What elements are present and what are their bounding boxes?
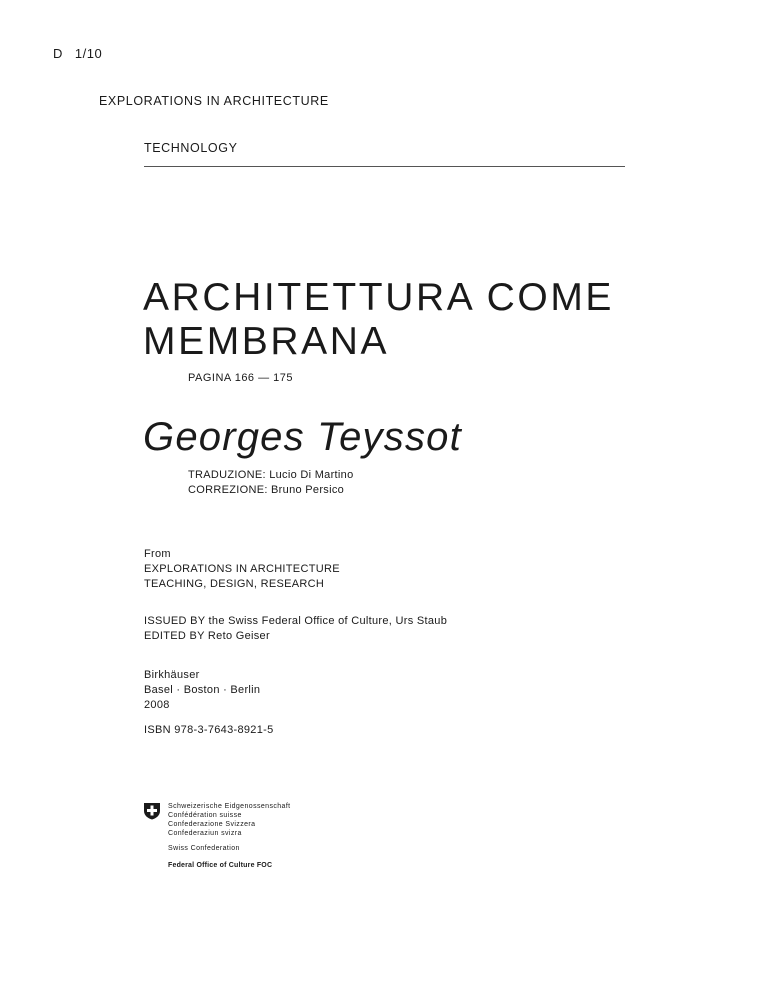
confederation-name-fr: Confédération suisse xyxy=(168,812,242,819)
series-title: EXPLORATIONS IN ARCHITECTURE xyxy=(99,94,329,108)
isbn: ISBN 978-3-7643-8921-5 xyxy=(144,724,274,736)
author-name: Georges Teyssot xyxy=(143,415,462,459)
edited-by: EDITED BY Reto Geiser xyxy=(144,630,270,642)
article-title xyxy=(143,276,703,364)
article-title-line-2: MEMBRANA xyxy=(143,320,390,363)
correction-credit: CORREZIONE: Bruno Persico xyxy=(188,484,345,496)
divider xyxy=(144,166,625,167)
source-book-title: EXPLORATIONS IN ARCHITECTURE xyxy=(144,563,340,575)
confederation-name-rm: Confederaziun svizra xyxy=(168,830,242,837)
source-book-subtitle: TEACHING, DESIGN, RESEARCH xyxy=(144,578,325,590)
publisher-name: Birkhäuser xyxy=(144,669,200,681)
page-range: PAGINA 166 — 175 xyxy=(188,372,294,384)
confederation-name-it: Confederazione Svizzera xyxy=(168,821,256,828)
issued-block xyxy=(144,614,447,644)
article-title-line-1: ARCHITETTURA COME xyxy=(143,276,615,319)
translation-credit: TRADUZIONE: Lucio Di Martino xyxy=(188,469,354,481)
issued-by: ISSUED BY the Swiss Federal Office of Culture, Urs Staub xyxy=(144,615,448,627)
credits xyxy=(188,468,354,498)
code-letter: D xyxy=(53,46,63,61)
confederation-name-en: Swiss Confederation xyxy=(168,845,240,852)
publisher-block xyxy=(144,668,260,713)
publisher-year: 2008 xyxy=(144,699,170,711)
federal-office-name: Federal Office of Culture FOC xyxy=(168,862,273,869)
source-from: From xyxy=(144,548,171,560)
section-title: TECHNOLOGY xyxy=(144,141,238,155)
swiss-cross-shield-icon xyxy=(143,802,161,820)
confederation-names xyxy=(168,802,291,838)
confederation-name-de: Schweizerische Eidgenossenschaft xyxy=(168,803,291,810)
source-block xyxy=(144,547,340,592)
publisher-cities: Basel · Boston · Berlin xyxy=(144,684,261,696)
page-ref: 1/10 xyxy=(74,46,103,61)
page-code xyxy=(53,46,114,61)
